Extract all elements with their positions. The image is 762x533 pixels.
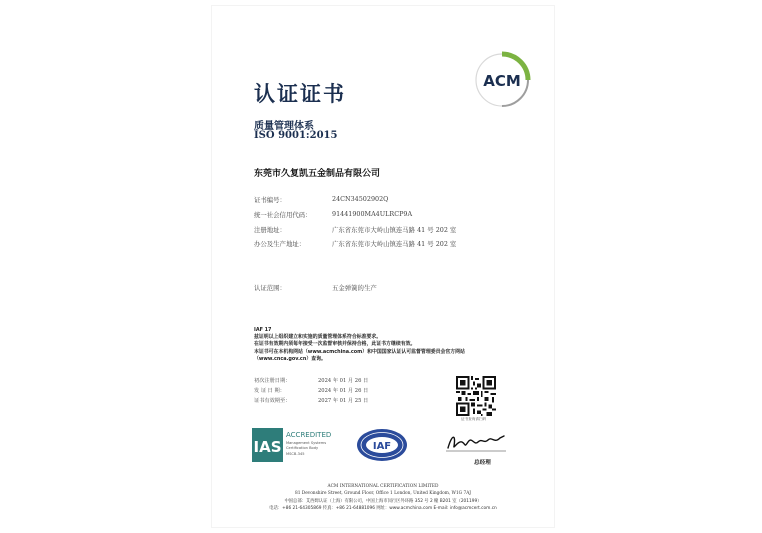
iaf-logo-icon [356,428,408,462]
field-value-office-address: 广东省东莞市大岭山镇连马路 41 号 202 室 [332,240,457,248]
svg-text:MSCB-345: MSCB-345 [286,452,305,456]
footer-address-en: 81 Devonshire Street, Ground Floor, Office 1 London, United Kingdom, W1G 7AJ [294,491,472,496]
svg-text:IAS: IAS [253,438,282,456]
date-value-initial: 2024 年 01 月 26 日 [318,378,369,384]
field-value-cert-no: 24CN34502902Q [332,195,389,203]
qr-caption: 证书查询请扫码 [461,417,487,421]
iaf-notes [254,327,465,363]
footer-org: ACM INTERNATIONAL CERTIFICATION LIMITED [327,484,439,489]
svg-text:ACCREDITED: ACCREDITED [286,431,332,439]
field-label-scope: 认证范围： [254,284,286,292]
note-line: （www.cnca.gov.cn）查询。 [254,355,326,362]
certificate-page [212,6,554,527]
field-value-reg-address: 广东省东莞市大岭山镇连马路 41 号 202 室 [332,226,457,234]
iaf-code: IAF 17 [254,327,272,333]
svg-text:Certification Body: Certification Body [286,446,319,450]
svg-text:IAF: IAF [372,441,392,452]
svg-text:ACM: ACM [483,72,521,90]
field-label-credit-code: 统一社会信用代码： [254,211,312,219]
note-line: 在证书有效期内须每年接受一次监督审核并保持合格，此证书方继续有效。 [254,341,416,348]
signature-icon [444,430,508,454]
footer-address-cn: 中国总部：艾西姆认证（上海）有限公司，中国上海市闵行区外环路 352 号 2 幢 B201 室（201199） [284,499,482,504]
standard-code: ISO 9001:2015 [254,130,338,141]
qr-code-icon[interactable] [456,376,496,416]
field-label-reg-address: 注册地址： [254,226,286,234]
svg-text:Management Systems: Management Systems [286,441,327,445]
system-name: 质量管理体系 [254,121,314,132]
field-value-scope: 五金弹簧的生产 [332,284,377,292]
date-label-initial: 初次注册日期： [254,378,291,384]
date-label-expiry: 证书有效期至： [254,398,291,404]
date-value-issue: 2024 年 01 月 26 日 [318,388,369,394]
certificate-title: 认证证书 [254,82,346,106]
acm-logo-icon [470,48,534,112]
ias-accredited-logo-icon [252,428,340,462]
date-label-issue: 发 证 日 期： [254,388,285,394]
note-line: 兹证明以上组织建立和实施的质量管理体系符合标准要求。 [254,334,382,341]
field-label-office-address: 办公及生产地址： [254,240,306,248]
field-value-credit-code: 91441900MA4ULRCP9A [332,210,413,218]
signature-title: 总经理 [474,460,491,466]
date-value-expiry: 2027 年 01 月 25 日 [318,398,369,404]
company-name: 东莞市久复凯五金制品有限公司 [254,169,381,179]
footer-contact: 电话：+86 21-64305869 传真：+86 21-64881096 网址：www.acmchina.com E-mail: info@acmcert.com.cn [269,506,497,511]
field-label-cert-no: 证书编号： [254,196,286,204]
note-line: 本证书可在本机构网站（www.acmchina.com）和中国国家认证认可监督管理委员会官方网站 [254,348,465,355]
